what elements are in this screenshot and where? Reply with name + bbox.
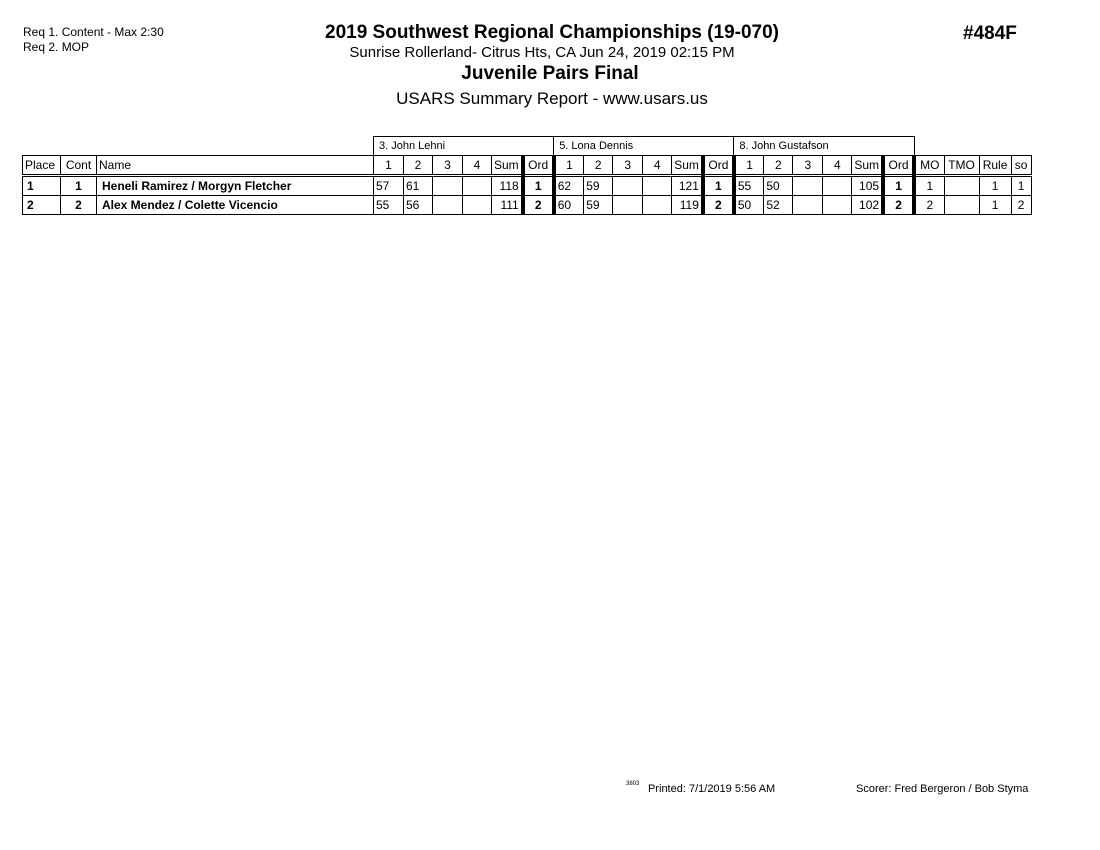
j3-score-1: 50 xyxy=(734,196,764,215)
j3-ord: 2 xyxy=(883,196,914,215)
so: 1 xyxy=(1011,176,1031,196)
event-name: Juvenile Pairs Final xyxy=(461,63,639,84)
col-so: so xyxy=(1011,156,1031,176)
j2-score-4 xyxy=(643,196,672,215)
cont: 1 xyxy=(61,176,97,196)
j1-score-1: 55 xyxy=(374,196,404,215)
j3-score-3 xyxy=(793,196,823,215)
j1-score-3 xyxy=(433,176,463,196)
j2-score-3 xyxy=(613,196,643,215)
j1-col-sum: Sum xyxy=(492,156,523,176)
j1-sum: 118 xyxy=(492,176,523,196)
j2-ord: 2 xyxy=(703,196,734,215)
j3-score-3 xyxy=(793,176,823,196)
j3-score-2: 52 xyxy=(764,196,793,215)
j3-sum: 102 xyxy=(852,196,883,215)
j1-col-ord: Ord xyxy=(523,156,554,176)
j3-score-1: 55 xyxy=(734,176,764,196)
j1-score-2: 56 xyxy=(404,196,433,215)
j2-col-1: 1 xyxy=(554,156,584,176)
j1-score-2: 61 xyxy=(404,176,433,196)
column-header-row xyxy=(23,156,1032,176)
j2-score-3 xyxy=(613,176,643,196)
j2-col-3: 3 xyxy=(613,156,643,176)
venue-date: Sunrise Rollerland- Citrus Hts, CA Jun 24, 2019 02:15 PM xyxy=(349,44,735,61)
col-tmo: TMO xyxy=(944,156,979,176)
j2-sum: 121 xyxy=(672,176,703,196)
judge-1-name: 3. John Lehni xyxy=(374,137,554,156)
requirement-1: Req 1. Content - Max 2:30 xyxy=(23,25,164,39)
place: 2 xyxy=(23,196,61,215)
j1-score-1: 57 xyxy=(374,176,404,196)
j1-score-4 xyxy=(463,176,492,196)
j1-col-2: 2 xyxy=(404,156,433,176)
j3-col-ord: Ord xyxy=(883,156,914,176)
judge-3-name: 8. John Gustafson xyxy=(734,137,914,156)
j2-ord: 1 xyxy=(703,176,734,196)
place: 1 xyxy=(23,176,61,196)
judge-header-row xyxy=(23,137,1032,156)
table-row xyxy=(23,196,1032,215)
j1-col-3: 3 xyxy=(433,156,463,176)
j1-col-1: 1 xyxy=(374,156,404,176)
col-name: Name xyxy=(97,156,374,176)
team-name: Alex Mendez / Colette Vicencio xyxy=(97,196,374,215)
tmo xyxy=(944,196,979,215)
j1-ord: 1 xyxy=(523,176,554,196)
j2-col-ord: Ord xyxy=(703,156,734,176)
j2-sum: 119 xyxy=(672,196,703,215)
mo: 2 xyxy=(914,196,944,215)
j2-score-2: 59 xyxy=(584,176,613,196)
results-table xyxy=(22,136,1032,215)
j1-ord: 2 xyxy=(523,196,554,215)
col-place: Place xyxy=(23,156,61,176)
j1-sum: 111 xyxy=(492,196,523,215)
footer-mark: 3803 xyxy=(626,781,640,787)
event-code: #484F xyxy=(963,23,1017,44)
j3-col-3: 3 xyxy=(793,156,823,176)
j3-ord: 1 xyxy=(883,176,914,196)
printed-timestamp: Printed: 7/1/2019 5:56 AM xyxy=(648,783,776,795)
j3-col-1: 1 xyxy=(734,156,764,176)
cont: 2 xyxy=(61,196,97,215)
col-rule: Rule xyxy=(979,156,1011,176)
j3-score-2: 50 xyxy=(764,176,793,196)
j3-col-4: 4 xyxy=(823,156,852,176)
col-cont: Cont xyxy=(61,156,97,176)
report-name: USARS Summary Report - www.usars.us xyxy=(396,89,708,108)
mo: 1 xyxy=(914,176,944,196)
j2-score-1: 62 xyxy=(554,176,584,196)
requirement-2: Req 2. MOP xyxy=(23,40,90,54)
team-name: Heneli Ramirez / Morgyn Fletcher xyxy=(97,176,374,196)
j1-col-4: 4 xyxy=(463,156,492,176)
j3-score-4 xyxy=(823,196,852,215)
so: 2 xyxy=(1011,196,1031,215)
col-mo: MO xyxy=(914,156,944,176)
j3-col-2: 2 xyxy=(764,156,793,176)
j2-score-1: 60 xyxy=(554,196,584,215)
j2-score-2: 59 xyxy=(584,196,613,215)
j3-score-4 xyxy=(823,176,852,196)
j2-score-4 xyxy=(643,176,672,196)
j2-col-4: 4 xyxy=(643,156,672,176)
j1-score-3 xyxy=(433,196,463,215)
competition-title: 2019 Southwest Regional Championships (19-070) xyxy=(325,22,779,43)
tmo xyxy=(944,176,979,196)
table-row xyxy=(23,176,1032,196)
rule: 1 xyxy=(979,196,1011,215)
j3-col-sum: Sum xyxy=(852,156,883,176)
j2-col-sum: Sum xyxy=(672,156,703,176)
judge-2-name: 5. Lona Dennis xyxy=(554,137,734,156)
scorer-names: Scorer: Fred Bergeron / Bob Styma xyxy=(856,783,1029,795)
j1-score-4 xyxy=(463,196,492,215)
rule: 1 xyxy=(979,176,1011,196)
j2-col-2: 2 xyxy=(584,156,613,176)
j3-sum: 105 xyxy=(852,176,883,196)
